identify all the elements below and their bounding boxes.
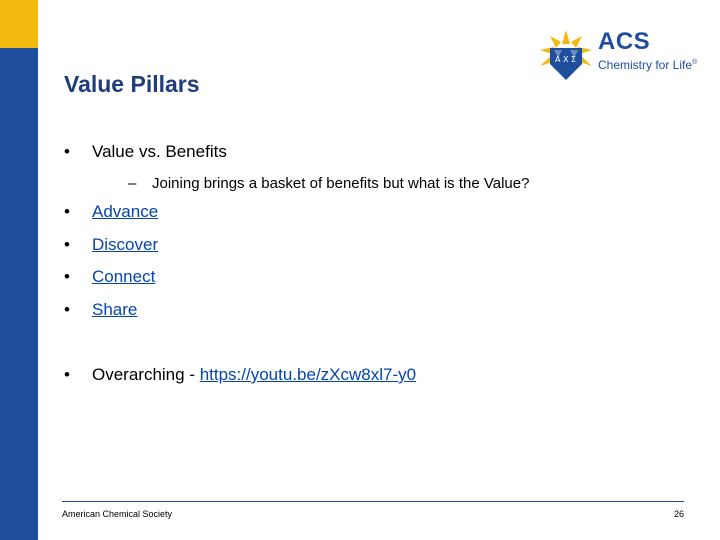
overarching-label: Overarching - — [92, 365, 200, 384]
logo-letter-alpha: Α — [555, 55, 561, 64]
bullet-overarching-line — [92, 365, 416, 385]
bullet-marker: • — [64, 202, 70, 221]
logo-letter-sigma: Σ — [571, 55, 577, 64]
slide-title: Value Pillars — [64, 71, 200, 97]
sub-bullet-marker: – — [128, 175, 137, 192]
acs-logo — [536, 26, 696, 84]
left-accent-yellow-block — [0, 0, 38, 48]
bullet-marker: • — [64, 300, 70, 319]
acs-emblem-icon — [536, 26, 596, 84]
bullet-text: Value vs. Benefits — [92, 142, 227, 161]
youtube-link[interactable]: https://youtu.be/zXcw8xl7-y0 — [199, 365, 417, 384]
bullet-marker: • — [64, 142, 70, 161]
connect-link[interactable]: Connect — [92, 267, 156, 286]
sub-bullet-text: Joining brings a basket of benefits but what is the Value? — [152, 175, 530, 192]
bullet-marker: • — [64, 235, 70, 254]
share-link[interactable]: Share — [92, 300, 138, 319]
footer-organization: American Chemical Society — [62, 509, 173, 519]
bullet-marker: • — [64, 267, 70, 286]
logo-registered-mark: ® — [692, 59, 698, 66]
advance-link[interactable]: Advance — [92, 202, 159, 221]
logo-tagline-text: Chemistry for Life — [598, 58, 693, 72]
bullet-marker: • — [64, 365, 70, 384]
discover-link[interactable]: Discover — [92, 235, 159, 254]
page-number: 26 — [673, 509, 684, 519]
footer-divider — [62, 501, 684, 502]
left-accent-bar — [0, 0, 38, 540]
logo-wordmark: ACS — [598, 28, 651, 55]
logo-tagline — [598, 58, 697, 72]
logo-letter-chi: Χ — [563, 55, 569, 64]
